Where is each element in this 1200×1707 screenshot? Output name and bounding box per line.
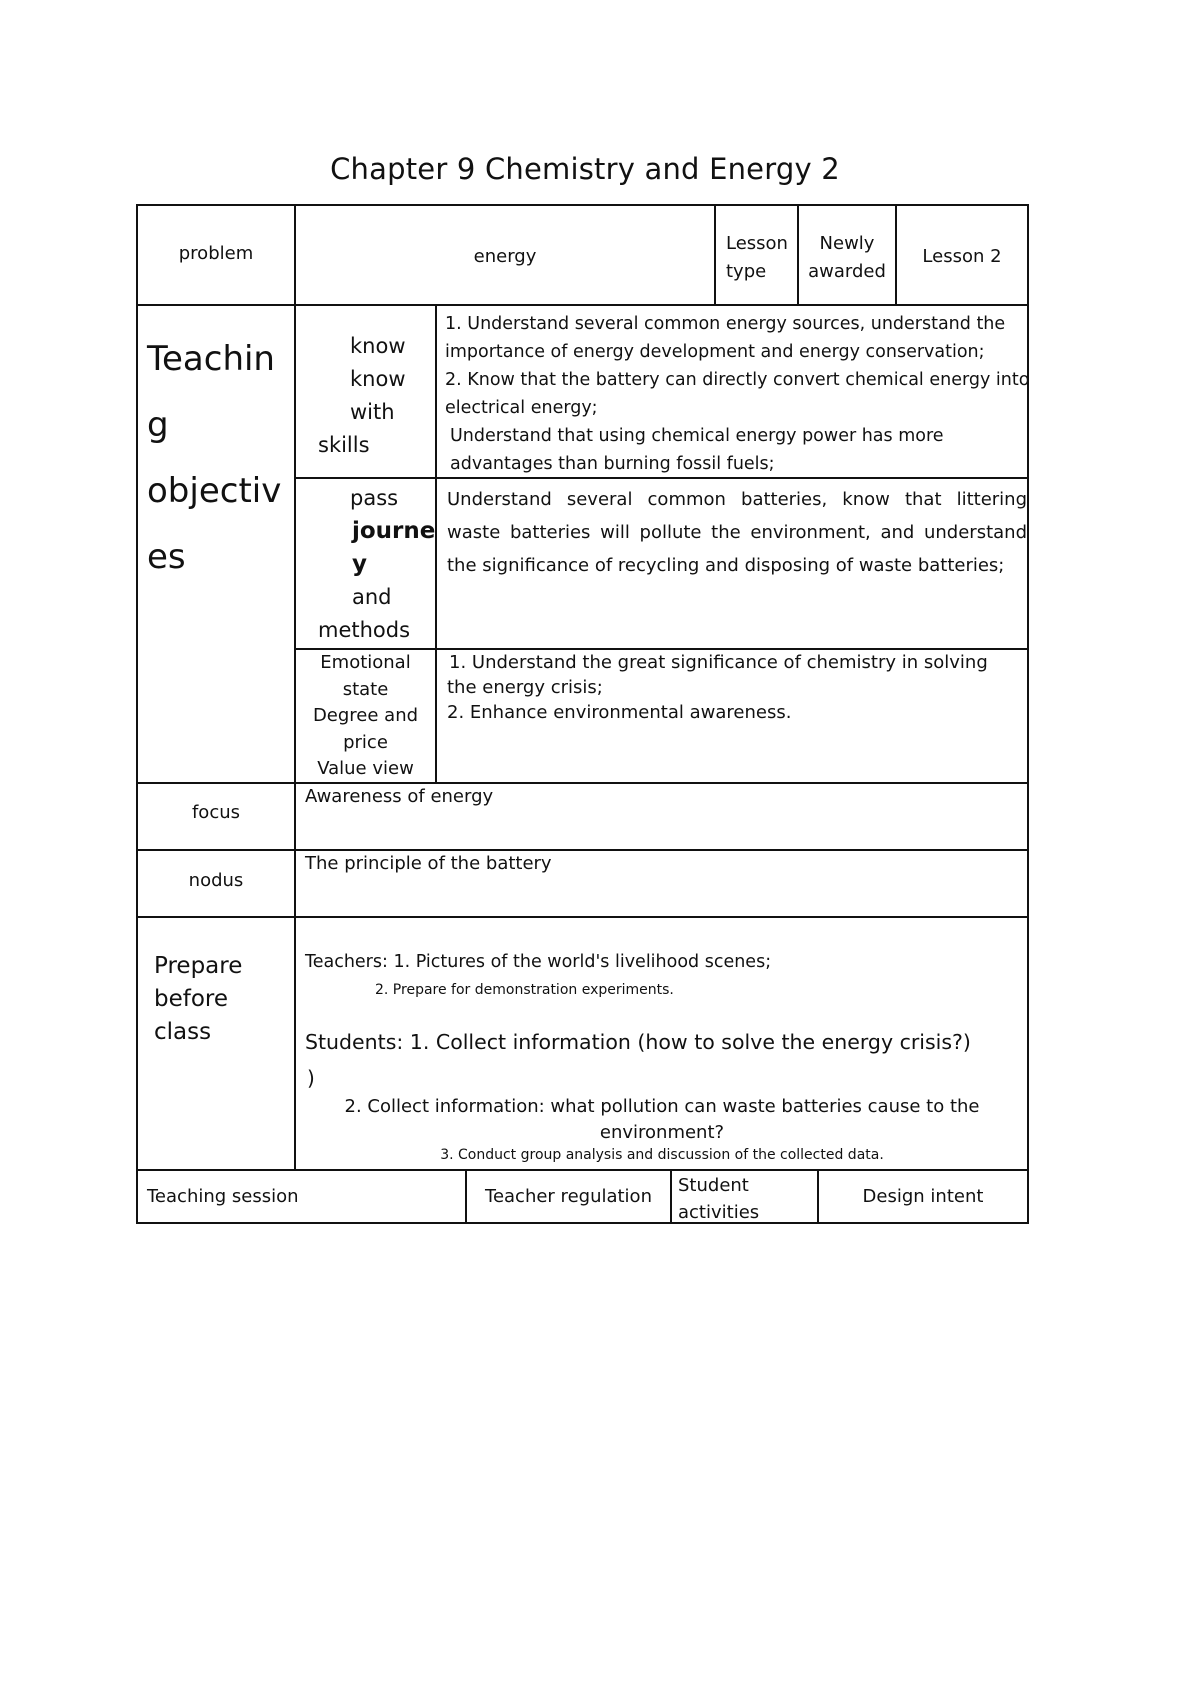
teacher-regulation-header: Teacher regulation: [485, 1186, 652, 1207]
focus-value: Awareness of energy: [305, 786, 494, 807]
process-methods-label: pass journe y and methods: [318, 486, 436, 642]
students-preparation-2: 2. Collect information: what pollution can waste batteries cause to the environment?: [344, 1096, 980, 1143]
row-divider: [136, 916, 1029, 918]
teachers-preparation-2: 2. Prepare for demonstration experiments.: [375, 982, 674, 998]
design-intent-header: Design intent: [862, 1186, 984, 1207]
emotion-values-text: 1. Understand the great significance of chemistry in solving the energy crisis; 2. Enhance environmental awareness.: [447, 652, 988, 723]
lesson-type-value: Newly awarded: [808, 233, 886, 282]
prepare-before-class-label: Prepare before class: [154, 953, 243, 1045]
students-preparation-1: Students: 1. Collect information (how to solve the energy crisis?): [305, 1030, 971, 1054]
students-preparation-3: 3. Conduct group analysis and discussion of the collected data.: [440, 1147, 884, 1163]
column-divider: [714, 204, 716, 305]
document-title: Chapter 9 Chemistry and Energy 2: [330, 152, 840, 186]
problem-label: problem: [178, 243, 254, 264]
focus-label: focus: [191, 802, 241, 823]
row-divider: [136, 1169, 1029, 1171]
nodus-value: The principle of the battery: [305, 853, 552, 874]
teachers-preparation-1: Teachers: 1. Pictures of the world's livelihood scenes;: [305, 952, 772, 972]
problem-value: energy: [473, 246, 537, 267]
nodus-label: nodus: [188, 870, 244, 891]
process-methods-text: Understand several common batteries, know that littering waste batteries will pollute the environment, and understand the significance of recycling and disposing of waste batteries;: [447, 489, 1027, 576]
teaching-objectives-label: Teachin g objectiv es: [147, 339, 282, 577]
emotion-values-label: Emotional state Degree and price Value view: [312, 652, 419, 779]
column-divider: [670, 1169, 672, 1224]
lesson-type-label: Lesson type: [726, 233, 788, 282]
knowledge-skills-label: know know with skills: [318, 334, 406, 457]
students-preparation-1-continued: ): [307, 1066, 315, 1090]
student-activities-header: Student activities: [678, 1175, 760, 1223]
knowledge-skills-text: 1. Understand several common energy sources, understand the importance of energy development and energy conservation; 2. Know that the battery can directly convert chemical energy into electrical energy; Understand that using chemical energy power has more advantages than burning fossil fuels;: [445, 314, 1030, 474]
lesson-number: Lesson 2: [922, 246, 1002, 267]
teaching-session-header: Teaching session: [147, 1186, 299, 1207]
